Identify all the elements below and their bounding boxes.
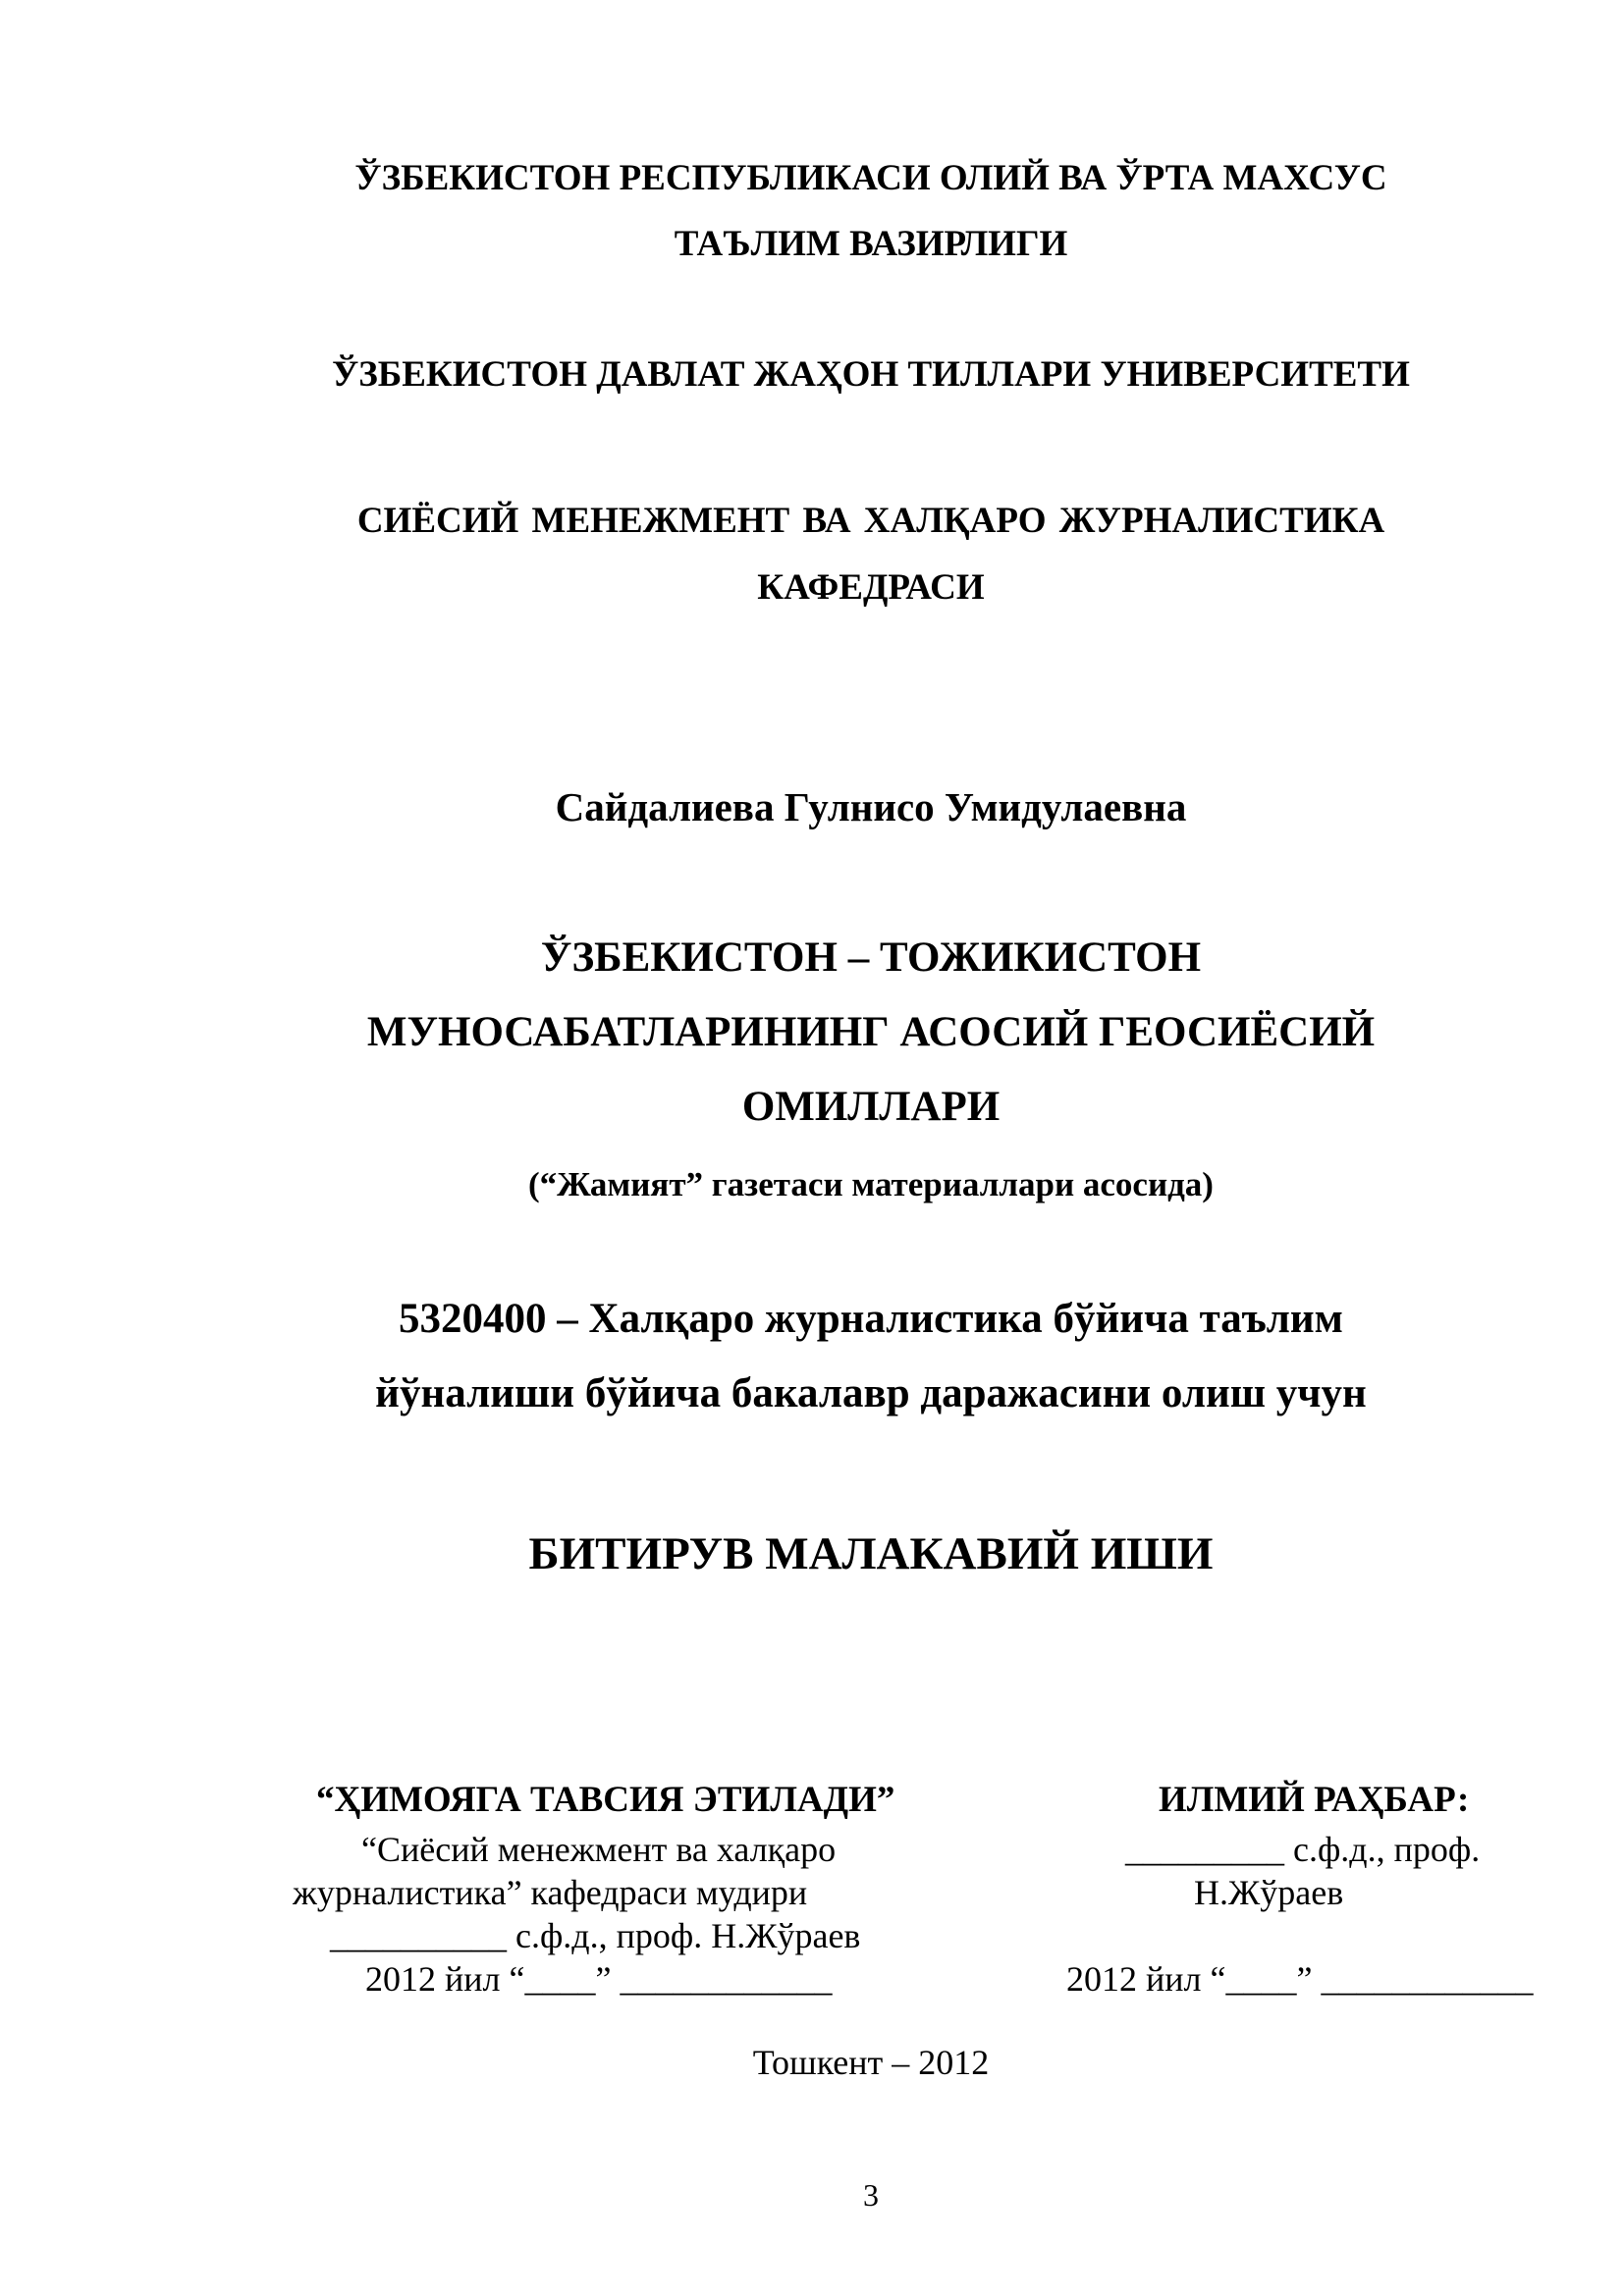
thesis-title-line-1: ЎЗБЕКИСТОН – ТОЖИКИСТОН — [540, 934, 1202, 981]
work-type: БИТИРУВ МАЛАКАВИЙ ИШИ — [528, 1528, 1214, 1579]
ministry-line-1: ЎЗБЕКИСТОН РЕСПУБЛИКАСИ ОЛИЙ ВА ЎРТА МАХСУС — [354, 158, 1387, 198]
supervisor-date: 2012 йил “____” ____________ — [1066, 1959, 1534, 1999]
approval-line-2: журналистика” кафедраси мудири — [293, 1873, 808, 1912]
ministry-line-2: ТАЪЛИМ ВАЗИРЛИГИ — [674, 224, 1068, 264]
page-number: 3 — [863, 2177, 879, 2213]
supervisor-heading: ИЛМИЙ РАҲБАР: — [1159, 1780, 1470, 1820]
approval-line-1: “Сиёсий менежмент ва халқаро — [361, 1830, 837, 1869]
approval-date: 2012 йил “____” ____________ — [365, 1959, 833, 1999]
thesis-subtitle: (“Жамият” газетаси материаллари асосида) — [528, 1165, 1214, 1203]
department-line-1: СИЁСИЙ МЕНЕЖМЕНТ ВА ХАЛҚАРО ЖУРНАЛИСТИКА — [356, 501, 1385, 541]
specialty-line-1: 5320400 – Халқаро журналистика бўйича таълим — [399, 1296, 1343, 1342]
specialty-line-2: йўналиши бўйича бакалавр даражасини олиш учун — [375, 1370, 1367, 1416]
place-year: Тошкент – 2012 — [752, 2043, 990, 2082]
supervisor-line-2: Н.Жўраев — [1194, 1873, 1344, 1912]
department-line-2: КАФЕДРАСИ — [757, 567, 985, 608]
approval-heading: “ҲИМОЯГА ТАВСИЯ ЭТИЛАДИ” — [316, 1780, 895, 1820]
university-name: ЎЗБЕКИСТОН ДАВЛАТ ЖАҲОН ТИЛЛАРИ УНИВЕРСИТЕТИ — [332, 354, 1410, 395]
thesis-title-line-2: МУНОСАБАТЛАРИНИНГ АСОСИЙ ГЕОСИЁСИЙ — [366, 1009, 1376, 1055]
supervisor-line-1: _________ с.ф.д., проф. — [1125, 1830, 1481, 1869]
thesis-title-line-3: ОМИЛЛАРИ — [741, 1084, 1001, 1130]
approval-line-3: __________ с.ф.д., проф. Н.Жўраев — [330, 1916, 861, 1955]
author-name: Сайдалиева Гулнисо Умидулаевна — [555, 784, 1187, 829]
